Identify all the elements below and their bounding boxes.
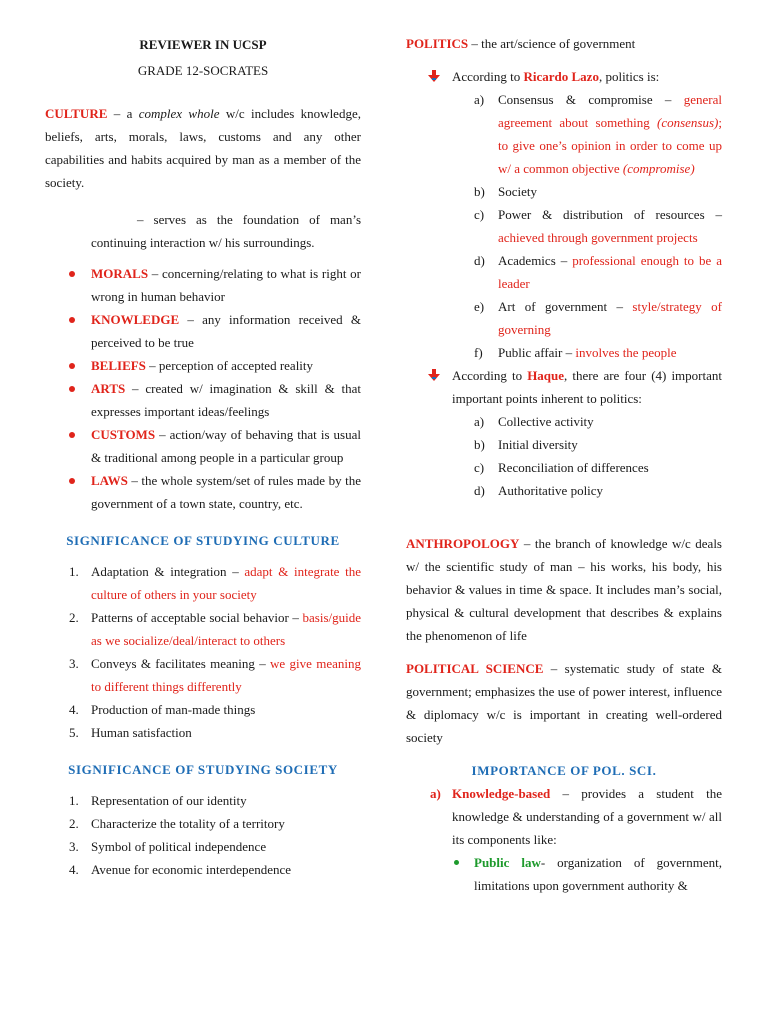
left-column (45, 32, 361, 881)
anthropology-rest: – the branch of knowledge w/c deals w/ the scientific study of man – his works, his body, his behavior & values in time & space. It includes man’s social, physical & cultural development that describes & explains the phenomenon of life (406, 536, 722, 643)
haque-post: , there are four (4) important important points inherent to politics: (452, 368, 722, 406)
item-text: Authoritative policy (498, 483, 604, 498)
item-letter: e) (474, 299, 485, 314)
item-red-text: professional enough to be a leader (498, 253, 722, 291)
bullet-icon (69, 478, 75, 484)
public-law-list (406, 851, 722, 897)
item-red-text-2: ; to give one’s opinion in order to come up w/ a common objective (498, 115, 722, 176)
arrow-bullet-icon (428, 369, 440, 381)
list-item-beliefs (45, 354, 361, 377)
item-letter: b) (474, 184, 485, 199)
list-item-laws (45, 469, 361, 515)
politics-term: POLITICS (406, 36, 469, 51)
item-text: Art of government – (498, 299, 633, 314)
item-letter: d) (474, 253, 485, 268)
list-item (406, 180, 722, 203)
culture-significance-list (45, 560, 361, 744)
item-letter: c) (474, 207, 485, 222)
list-item-public-law (406, 851, 722, 897)
bullet-icon (69, 363, 75, 369)
haque-pre: According to (452, 368, 528, 383)
item-red-text: adapt & integrate the culture of others in your society (91, 564, 361, 602)
list-item (45, 721, 361, 744)
culture-term: CULTURE (45, 106, 108, 121)
document-subtitle: GRADE 12-SOCRATES (137, 63, 269, 78)
anthropology-definition (406, 532, 722, 647)
list-item (406, 249, 722, 295)
bullet-icon (69, 271, 75, 277)
item-number: 1. (69, 793, 79, 808)
component-desc: – concerning/relating to what is right or wrong in human behavior (91, 266, 361, 304)
list-item (406, 295, 722, 341)
item-number: 3. (69, 839, 79, 854)
lazo-name: Ricardo Lazo (523, 69, 599, 84)
item-number: 3. (69, 656, 79, 671)
polsci-definition (406, 657, 722, 749)
list-item (45, 652, 361, 698)
culture-components-list (45, 262, 361, 515)
bullet-icon (69, 432, 75, 438)
item-letter: a) (474, 92, 485, 107)
component-term: KNOWLEDGE (91, 312, 180, 327)
item-number: 4. (69, 862, 79, 877)
politics-definition-rest: – the art/science of government (468, 36, 636, 51)
item-letter: f) (474, 345, 483, 360)
item-number: 4. (69, 702, 79, 717)
culture-dash: – a (107, 106, 139, 121)
component-desc: – any information received & perceived to be true (91, 312, 361, 350)
knowledge-based-term: Knowledge-based (452, 786, 551, 801)
item-text: Patterns of acceptable social behavior – (91, 610, 303, 625)
item-letter: d) (474, 483, 485, 498)
item-number: 1. (69, 564, 79, 579)
list-item (406, 433, 722, 456)
lazo-pre: According to (452, 69, 524, 84)
culture-definition (45, 102, 361, 194)
component-desc: – perception of accepted reality (145, 358, 314, 373)
component-term: ARTS (91, 381, 126, 396)
list-item (45, 606, 361, 652)
list-item (45, 560, 361, 606)
item-text: Academics – (498, 253, 573, 268)
haque-name: Haque (527, 368, 565, 383)
culture-definition-rest: w/c includes knowledge, beliefs, arts, morals, laws, customs and any other capabilities and habits acquired by man as a member of the society. (45, 106, 361, 190)
item-text: Conveys & facilitates meaning – (91, 656, 271, 671)
item-text: Power & distribution of resources – (498, 207, 722, 222)
arrow-bullet-icon (428, 70, 440, 82)
item-letter: c) (474, 460, 485, 475)
culture-foundation-text: – serves as the foundation of man’s continuing interaction w/ his surroundings. (91, 212, 361, 250)
list-item (45, 812, 361, 835)
list-item-knowledge (45, 308, 361, 354)
item-red-text: involves the people (575, 345, 677, 360)
item-red-text: general agreement about something (498, 92, 722, 130)
list-item (406, 456, 722, 479)
item-text: Consensus & compromise – (498, 92, 684, 107)
culture-foundation (91, 208, 361, 254)
right-column (406, 32, 722, 897)
polsci-rest: – systematic study of state & government; emphasizes the use of power interest, influence & diplomacy w/c is important in creating well-ordered society (406, 661, 722, 745)
list-item (45, 698, 361, 721)
item-text: Initial diversity (498, 437, 578, 452)
item-text: Society (498, 184, 537, 199)
component-desc: – created w/ imagination & skill & that expresses important ideas/feelings (91, 381, 361, 419)
document-title: REVIEWER IN UCSP (139, 37, 267, 52)
item-number: 2. (69, 610, 79, 625)
item-text: Representation of our identity (91, 793, 247, 808)
haque-intro (406, 364, 722, 410)
list-item (406, 410, 722, 433)
public-law-rest: - organization of government, limitations upon government authority & (474, 855, 722, 893)
item-text: Public affair – (498, 345, 576, 360)
public-law-term: Public law (474, 855, 541, 870)
item-text: Characterize the totality of a territory (91, 816, 285, 831)
item-text: Symbol of political independence (91, 839, 267, 854)
list-item (406, 479, 722, 502)
item-red-text: achieved through government projects (498, 230, 698, 245)
item-number: 2. (69, 816, 79, 831)
item-text: Reconciliation of differences (498, 460, 649, 475)
list-item (406, 88, 722, 180)
bullet-icon (454, 860, 459, 865)
lazo-list (406, 88, 722, 364)
section-heading-society: SIGNIFICANCE OF STUDYING SOCIETY (68, 762, 338, 777)
item-text: Production of man-made things (91, 702, 256, 717)
item-text: Collective activity (498, 414, 594, 429)
item-letter: a) (474, 414, 485, 429)
lazo-intro (406, 65, 722, 88)
knowledge-based-item (406, 782, 722, 851)
component-term: MORALS (91, 266, 149, 281)
item-text: Human satisfaction (91, 725, 192, 740)
bullet-icon (69, 317, 75, 323)
list-item (406, 341, 722, 364)
item-red-text: basis/guide as we socialize/deal/interact to others (91, 610, 361, 648)
item-letter: b) (474, 437, 485, 452)
item-red-italic-2: (compromise) (622, 161, 695, 176)
component-term: BELIEFS (91, 358, 146, 373)
item-text: Avenue for economic interdependence (91, 862, 292, 877)
lazo-post: , politics is: (598, 69, 660, 84)
polsci-term: POLITICAL SCIENCE (406, 661, 544, 676)
item-red-text: we give meaning to different things differently (91, 656, 362, 694)
component-term: LAWS (91, 473, 128, 488)
culture-emphasis: complex whole (138, 106, 220, 121)
item-number: 5. (69, 725, 79, 740)
bullet-icon (69, 386, 75, 392)
anthropology-term: ANTHROPOLOGY (406, 536, 520, 551)
haque-list (406, 410, 722, 502)
component-desc: – action/way of behaving that is usual & traditional among people in a particular group (91, 427, 361, 465)
list-item (45, 858, 361, 881)
item-letter: a) (430, 786, 441, 801)
society-significance-list (45, 789, 361, 881)
list-item (45, 789, 361, 812)
item-text: Adaptation & integration – (91, 564, 245, 579)
list-item (45, 835, 361, 858)
list-item (406, 203, 722, 249)
component-desc: – the whole system/set of rules made by the government of a town state, country, etc. (91, 473, 361, 511)
item-red-italic: (consensus) (656, 115, 719, 130)
item-red-text: style/strategy of governing (498, 299, 722, 337)
politics-definition (406, 32, 722, 55)
knowledge-based-rest: – provides a student the knowledge & understanding of a government w/ all its components like: (452, 786, 722, 847)
component-term: CUSTOMS (91, 427, 156, 442)
section-heading-importance: IMPORTANCE OF POL. SCI. (471, 763, 657, 778)
section-heading-culture: SIGNIFICANCE OF STUDYING CULTURE (66, 533, 340, 548)
list-item-customs (45, 423, 361, 469)
list-item-morals (45, 262, 361, 308)
list-item-arts (45, 377, 361, 423)
